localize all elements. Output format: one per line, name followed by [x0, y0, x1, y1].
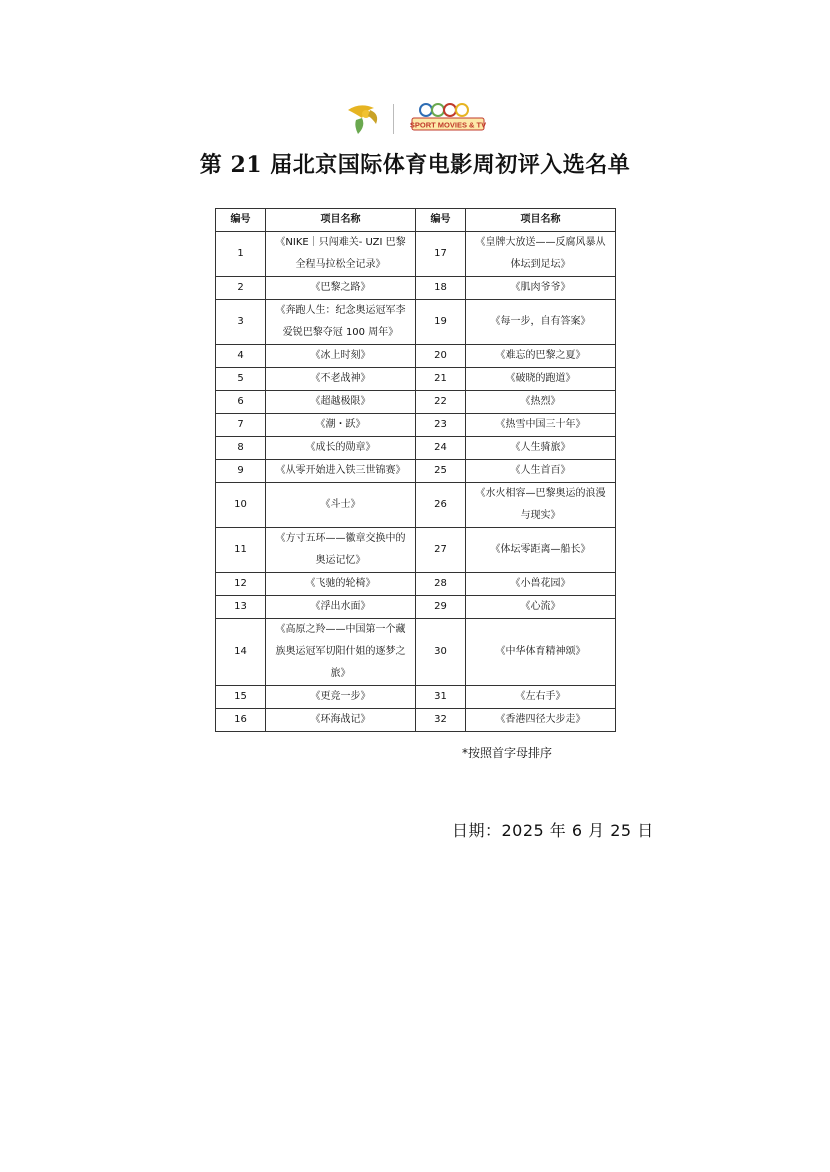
item-title: 《奔跑人生：纪念奥运冠军李爱锐巴黎夺冠 100 周年》 [266, 300, 416, 345]
item-number: 7 [216, 414, 266, 437]
table-row [216, 391, 616, 414]
item-number: 2 [216, 277, 266, 300]
item-number: 31 [416, 686, 466, 709]
item-title: 《小兽花园》 [466, 573, 616, 596]
column-header: 项目名称 [466, 209, 616, 232]
item-title: 《香港四径大步走》 [466, 709, 616, 732]
table-row [216, 619, 616, 686]
item-title: 《中华体育精神颂》 [466, 619, 616, 686]
item-number: 14 [216, 619, 266, 686]
table-row [216, 437, 616, 460]
item-number: 6 [216, 391, 266, 414]
item-title: 《热烈》 [466, 391, 616, 414]
item-number: 18 [416, 277, 466, 300]
item-number: 16 [216, 709, 266, 732]
table-row [216, 277, 616, 300]
item-title: 《巴黎之路》 [266, 277, 416, 300]
item-number: 28 [416, 573, 466, 596]
item-number: 9 [216, 460, 266, 483]
logo-text: SPORT MOVIES & TV [409, 120, 487, 130]
item-title: 《从零开始进入铁三世锦赛》 [266, 460, 416, 483]
table-row [216, 573, 616, 596]
item-number: 26 [416, 483, 466, 528]
table-row [216, 300, 616, 345]
table-row [216, 414, 616, 437]
table-header-row [216, 209, 616, 232]
logo-divider [393, 104, 394, 134]
item-number: 5 [216, 368, 266, 391]
item-title: 《每一步，自有答案》 [466, 300, 616, 345]
table-row [216, 596, 616, 619]
item-title: 《热雪中国三十年》 [466, 414, 616, 437]
item-title: 《成长的勋章》 [266, 437, 416, 460]
column-header: 编号 [216, 209, 266, 232]
item-title: 《难忘的巴黎之夏》 [466, 345, 616, 368]
item-number: 3 [216, 300, 266, 345]
item-number: 20 [416, 345, 466, 368]
item-number: 32 [416, 709, 466, 732]
item-number: 15 [216, 686, 266, 709]
festival-logo [342, 100, 492, 136]
table-row [216, 709, 616, 732]
item-number: 23 [416, 414, 466, 437]
item-number: 1 [216, 232, 266, 277]
item-number: 12 [216, 573, 266, 596]
table-row [216, 686, 616, 709]
item-title: 《体坛零距离—船长》 [466, 528, 616, 573]
table-row [216, 460, 616, 483]
item-number: 22 [416, 391, 466, 414]
item-number: 21 [416, 368, 466, 391]
page-title: 第 21 届北京国际体育电影周初评入选名单 [199, 152, 631, 178]
item-title: 《不老战神》 [266, 368, 416, 391]
item-title: 《水火相容—巴黎奥运的浪漫与现实》 [466, 483, 616, 528]
item-number: 24 [416, 437, 466, 460]
table-row [216, 483, 616, 528]
item-number: 30 [416, 619, 466, 686]
olympic-rings-icon [420, 104, 468, 116]
item-number: 13 [216, 596, 266, 619]
item-title: 《肌肉爷爷》 [466, 277, 616, 300]
table-row [216, 528, 616, 573]
item-number: 10 [216, 483, 266, 528]
item-title: 《冰上时刻》 [266, 345, 416, 368]
item-title: 《人生首百》 [466, 460, 616, 483]
item-title: 《方寸五环——徽章交换中的奥运记忆》 [266, 528, 416, 573]
column-header: 项目名称 [266, 209, 416, 232]
item-title: 《潮・跃》 [266, 414, 416, 437]
item-title: 《飞驰的轮椅》 [266, 573, 416, 596]
date-line: 日期：2025 年 6 月 25 日 [452, 821, 654, 840]
table-row [216, 368, 616, 391]
item-title: 《斗士》 [266, 483, 416, 528]
item-number: 11 [216, 528, 266, 573]
item-number: 8 [216, 437, 266, 460]
item-number: 25 [416, 460, 466, 483]
item-number: 17 [416, 232, 466, 277]
item-number: 27 [416, 528, 466, 573]
item-title: 《人生骑旅》 [466, 437, 616, 460]
item-title: 《皇牌大放送——反腐风暴从体坛到足坛》 [466, 232, 616, 277]
selection-table [215, 208, 616, 732]
item-title: 《NIKE｜只闯难关- UZI 巴黎全程马拉松全记录》 [266, 232, 416, 277]
item-title: 《高原之羚——中国第一个藏族奥运冠军切阳什姐的逐梦之旅》 [266, 619, 416, 686]
item-title: 《超越极限》 [266, 391, 416, 414]
column-header: 编号 [416, 209, 466, 232]
item-number: 19 [416, 300, 466, 345]
item-number: 29 [416, 596, 466, 619]
film-reel-emblem [348, 105, 377, 134]
item-title: 《更竞一步》 [266, 686, 416, 709]
table-row [216, 345, 616, 368]
table-row [216, 232, 616, 277]
item-title: 《心流》 [466, 596, 616, 619]
item-title: 《左右手》 [466, 686, 616, 709]
item-title: 《环海战记》 [266, 709, 416, 732]
sort-note: *按照首字母排序 [462, 746, 553, 760]
item-title: 《破晓的跑道》 [466, 368, 616, 391]
item-title: 《浮出水面》 [266, 596, 416, 619]
item-number: 4 [216, 345, 266, 368]
